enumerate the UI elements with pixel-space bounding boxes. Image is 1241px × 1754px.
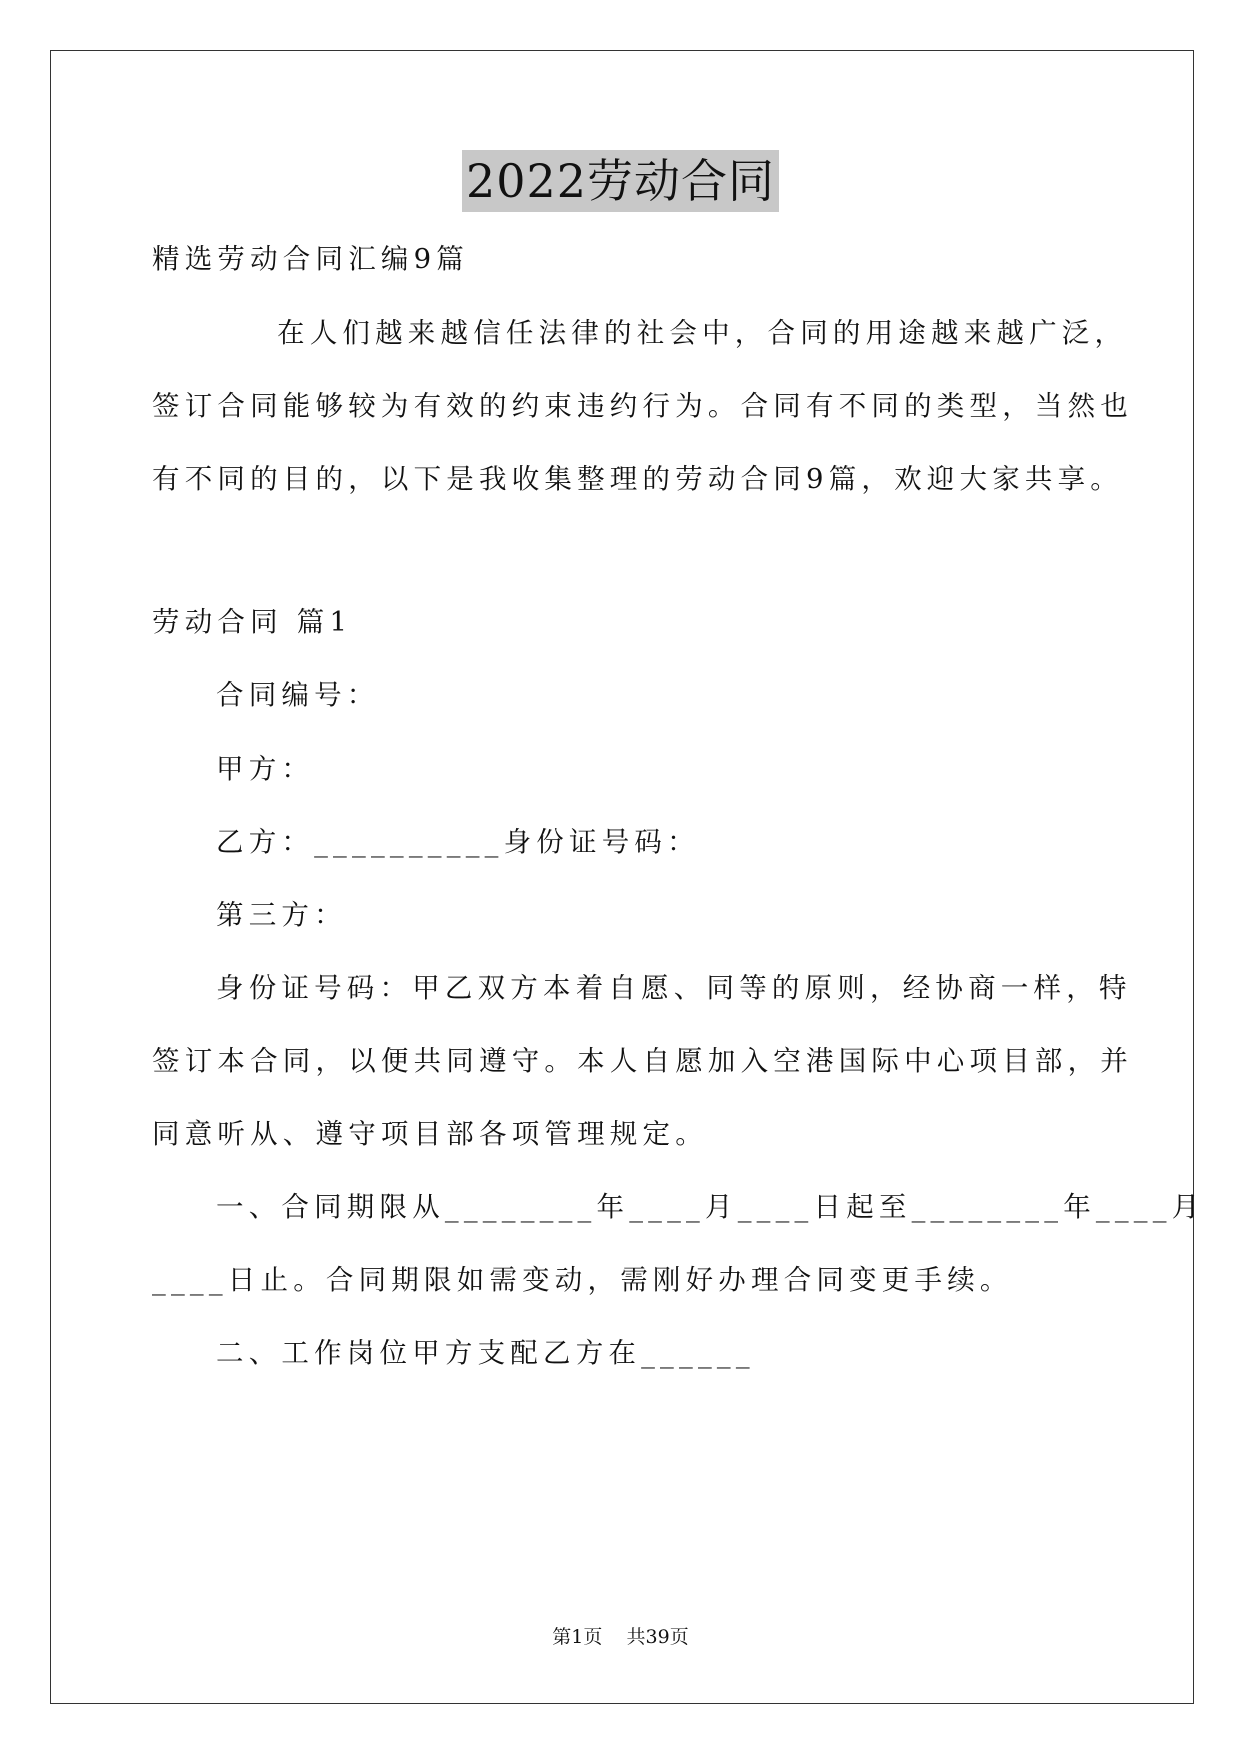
intro-line-3: 有不同的目的，以下是我收集整理的劳动合同9篇，欢迎大家共享。 — [152, 463, 1123, 495]
body-line-1: 身份证号码：甲乙双方本着自愿、同等的原则，经协商一样，特 — [216, 972, 1132, 1004]
body-line-5: ____日止。合同期限如需变动，需刚好办理合同变更手续。 — [152, 1264, 1013, 1296]
body-line-3: 同意听从、遵守项目部各项管理规定。 — [152, 1118, 708, 1150]
section-heading: 劳动合同 篇1 — [152, 606, 353, 638]
party-a-line: 甲方： — [216, 753, 315, 785]
intro-line-1: 在人们越来越信任法律的社会中，合同的用途越来越广泛， — [277, 317, 1128, 349]
intro-line-2: 签订合同能够较为有效的约束违约行为。合同有不同的类型，当然也 — [152, 390, 1133, 422]
document-subtitle: 精选劳动合同汇编9篇 — [152, 243, 469, 275]
body-line-6: 二、工作岗位甲方支配乙方在______ — [216, 1337, 755, 1369]
body-line-2: 签订本合同，以便共同遵守。本人自愿加入空港国际中心项目部，并 — [152, 1045, 1133, 1077]
document-title: 2022劳动合同 — [462, 150, 779, 212]
party-c-line: 第三方： — [216, 899, 347, 931]
contract-number-line: 合同编号： — [216, 679, 380, 711]
page-number-footer: 第1页 共39页 — [552, 1626, 689, 1648]
title-container — [0, 150, 1241, 212]
body-line-4: 一、合同期限从________年____月____日起至________年____月 — [216, 1191, 1205, 1223]
page-border — [50, 50, 1194, 1704]
party-b-line: 乙方：__________身份证号码： — [216, 826, 700, 858]
